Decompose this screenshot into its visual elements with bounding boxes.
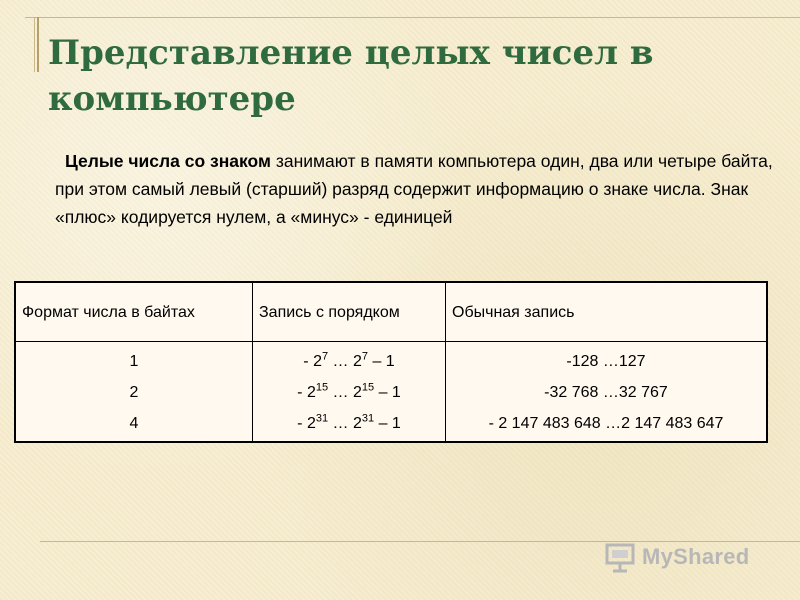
intro-text: занимают в памяти компьютера один, два или четыре байта, при этом самый левый (старший) разряд содержит информацию о знаке числа. Знак «плюс» кодируется нулем, а «минус» - единицей: [55, 151, 773, 227]
exponent-cell: [253, 342, 446, 443]
plain-cell: [446, 342, 768, 443]
bytes-value: 2: [129, 384, 139, 401]
exponent-range: - $2^{31}$ … $2^{31} - 1$: [297, 412, 401, 432]
number-format-table: [14, 281, 768, 443]
table-header-row: [15, 282, 767, 342]
table-row: [15, 342, 767, 443]
exponent-range: - $2^{15}$ … $2^{15} - 1$: [297, 381, 401, 401]
top-rule: [25, 17, 800, 18]
exponent-range: - $2^7$ … $2^7 - 1$: [303, 350, 395, 370]
plain-range: -128 …127: [566, 353, 646, 370]
left-rule-accent: [37, 17, 39, 72]
bytes-value: 1: [129, 353, 139, 370]
bytes-cell: [15, 342, 253, 443]
bytes-value: 4: [129, 415, 139, 432]
plain-range: - 2 147 483 648 …2 147 483 647: [488, 415, 724, 432]
header-plain: Обычная запись: [446, 282, 768, 342]
plain-range: -32 768 …32 767: [544, 384, 668, 401]
watermark-text: MyShared: [642, 544, 750, 569]
presentation-screen-icon: [604, 540, 638, 574]
header-exponent: Запись с порядком: [253, 282, 446, 342]
watermark: [604, 540, 769, 574]
left-rule: [34, 17, 35, 72]
header-bytes: Формат числа в байтах: [15, 282, 253, 342]
intro-lead: Целые числа со знаком: [65, 151, 271, 171]
slide-title: Представление целых чисел в компьютере: [48, 33, 654, 119]
intro-paragraph: [55, 147, 775, 231]
